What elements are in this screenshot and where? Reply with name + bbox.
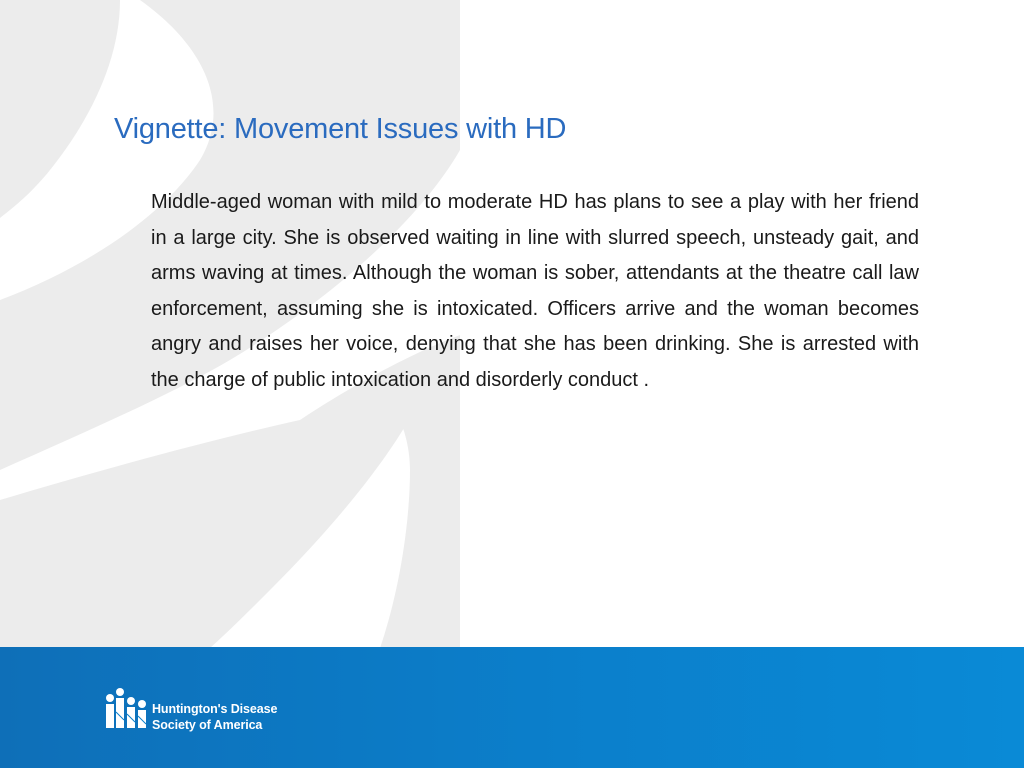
- logo-line-2: Society of America: [152, 718, 263, 732]
- hdsa-figures-logo-icon: [104, 687, 148, 731]
- slide-title: Vignette: Movement Issues with HD: [114, 113, 567, 145]
- hdsa-logo: [104, 687, 304, 733]
- vignette-body-text: Middle-aged woman with mild to moderate HD has plans to see a play with her friend in a large city. She is observed waiting in line with slurred speech, unsteady gait, and arms waving at times. Although the woman is sober, attendants at the theatre call law enforcement, assuming she is intoxicated. Officers arrive and the woman becomes angry and raises her voice, denying that she has been drinking. She is arrested with the charge of public intoxication and disorderly conduct .: [151, 191, 919, 391]
- hdsa-logo-text: [152, 701, 277, 733]
- logo-line-1: Huntington's Disease: [152, 702, 278, 716]
